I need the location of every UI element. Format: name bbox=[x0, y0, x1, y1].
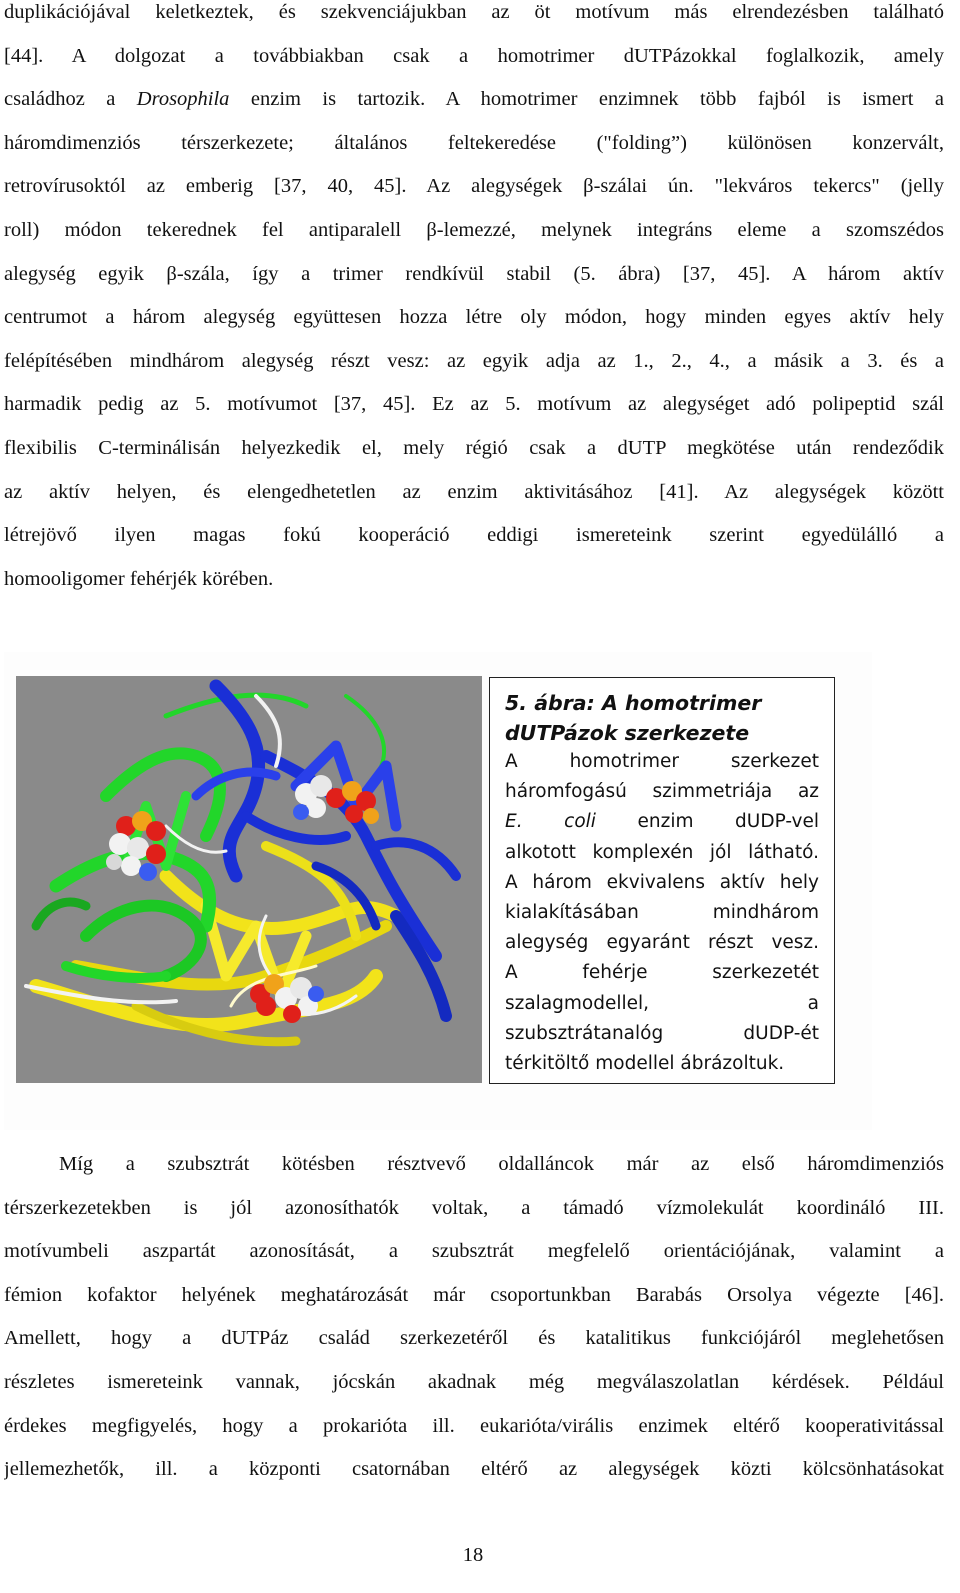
text-line: retrovírusoktól az emberig [37, 40, 45]. Az alegységek β-szálai ún. "lekváros tekercs" (jelly bbox=[4, 175, 944, 198]
caption-line: kialakításában mindhárom bbox=[505, 902, 819, 924]
italic-term: Drosophila bbox=[136, 88, 230, 111]
text-line: roll) módon tekerednek fel antiparalell β-lemezzé, melynek integráns eleme a szomszédos bbox=[4, 218, 944, 241]
figure-caption-title bbox=[505, 688, 815, 748]
caption-line: háromfogású szimmetriája az bbox=[505, 781, 819, 803]
text-line-with-italic: családhoz a Drosophila enzim is tartozik. A homotrimer enzimnek több fajból is ismert a bbox=[4, 88, 944, 111]
body-paragraph-2 bbox=[4, 1143, 944, 1492]
text-line: fémion kofaktor helyének meghatározását már csoportunkban Barabás Orsolya végezte [46]. bbox=[4, 1283, 944, 1306]
caption-line: alkotott komplexén jól látható. bbox=[505, 841, 819, 863]
caption-line: A fehérje szerkezetét bbox=[505, 962, 819, 984]
caption-line: szalagmodellel, a bbox=[505, 992, 819, 1014]
caption-title-line: dUTPázok szerkezete bbox=[505, 721, 750, 745]
text-line: háromdimenziós térszerkezete; általános feltekeredése ("folding”) különösen konzervált, bbox=[4, 131, 944, 154]
text-line: Míg a szubsztrát kötésben résztvevő oldalláncok már az első háromdimenziós bbox=[59, 1153, 944, 1175]
text-line: [44]. A dolgozat a továbbiakban csak a homotrimer dUTPázokkal foglalkozik, amely bbox=[4, 44, 944, 67]
text-line: az aktív helyen, és elengedhetetlen az enzim aktivitásához [41]. Az alegységek között bbox=[4, 480, 944, 503]
text-line: duplikációjával keletkeztek, és szekvenciájukban az öt motívum más elrendezésben található bbox=[4, 1, 944, 23]
text-line: flexibilis C-terminálisán helyezkedik el, mely régió csak a dUTP megkötése után rendeződik bbox=[4, 436, 944, 459]
text-line: Amellett, hogy a dUTPáz család szerkezetéről és katalitikus funkciójáról meglehetősen bbox=[4, 1327, 944, 1350]
caption-title-line: 5. ábra: A homotrimer bbox=[505, 691, 762, 715]
caption-line: alegység egyaránt részt vesz. bbox=[505, 932, 819, 954]
caption-line: térkitöltő modellel ábrázoltuk. bbox=[505, 1053, 785, 1075]
caption-line-with-italic: E. coli enzim dUDP-vel bbox=[505, 811, 819, 833]
caption-line: szubsztrátanalóg dUDP-ét bbox=[505, 1022, 819, 1044]
figure-caption-box bbox=[489, 677, 835, 1084]
text-line: térszerkezetekben is jól azonosíthatók voltak, a támadó vízmolekulát koordináló III. bbox=[4, 1196, 944, 1219]
caption-line: A három ekvivalens aktív hely bbox=[505, 871, 819, 893]
text-line: motívumbeli aszpartát azonosítását, a szubsztrát megfelelő orientációjának, valamint a bbox=[4, 1240, 944, 1263]
text-line: felépítésében mindhárom alegység részt vesz: az egyik adja az 1., 2., 4., a másik a 3. és a bbox=[4, 349, 944, 372]
body-paragraph-1 bbox=[4, 0, 944, 601]
text-line: részletes ismereteink vannak, jócskán akadnak még megválaszolatlan kérdések. Például bbox=[4, 1370, 944, 1393]
italic-term: E. coli bbox=[505, 811, 596, 833]
protein-structure-image bbox=[16, 676, 482, 1083]
text-line: létrejövő ilyen magas fokú kooperáció eddigi ismereteink szerint egyedülálló a bbox=[4, 524, 944, 547]
ribbon-model-graphic bbox=[16, 676, 482, 1083]
text-line: homooligomer fehérjék körében. bbox=[4, 567, 274, 590]
caption-line: A homotrimer szerkezet bbox=[505, 751, 819, 772]
text-line: centrumot a három alegység együttesen hozza létre oly módon, hogy minden egyes aktív hely bbox=[4, 306, 944, 329]
text-line: harmadik pedig az 5. motívumot [37, 45]. Ez az 5. motívum az alegységet adó polipeptid szál bbox=[4, 393, 944, 416]
text-line: érdekes megfigyelés, hogy a prokarióta ill. eukarióta/virális enzimek eltérő kooperativitással bbox=[4, 1414, 944, 1437]
text-line: alegység egyik β-szála, így a trimer rendkívül stabil (5. ábra) [37, 45]. A három aktív bbox=[4, 262, 944, 285]
text-line: jellemezhetők, ill. a központi csatornában eltérő az alegységek közti kölcsönhatásokat bbox=[4, 1458, 944, 1481]
page-number: 18 bbox=[462, 1544, 484, 1566]
figure-caption-text bbox=[505, 747, 819, 1079]
